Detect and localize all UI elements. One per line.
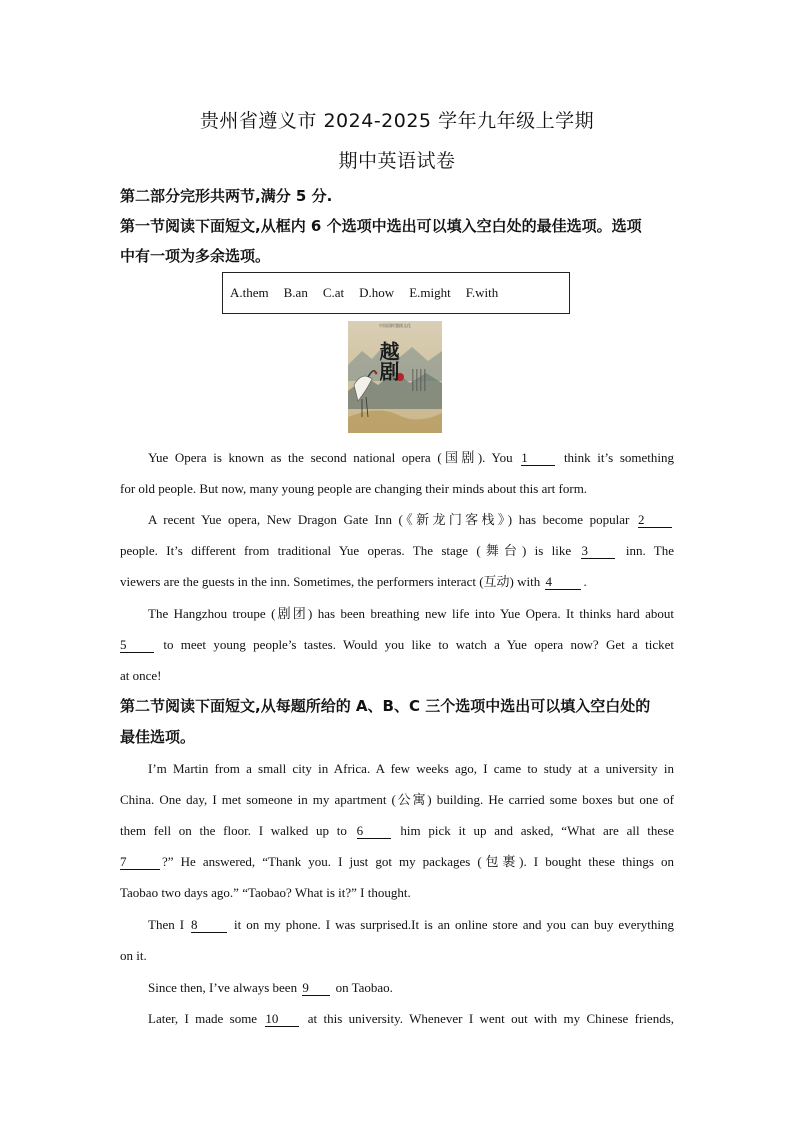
text: Since then, I’ve always been [148,980,298,995]
text: inn. The [625,543,675,558]
section1-heading-line2: 中有一项为多余选项。 [120,247,271,265]
text: The Hangzhou troupe (剧团) has been breathing new life into Yue Opera. It thinks hard about [148,606,674,621]
section2-paragraph-3 [120,972,674,1003]
text: at this university. Whenever I went out with my Chinese friends, [307,1011,675,1026]
exam-title-line1: 贵州省遵义市 2024-2025 学年九年级上学期 [199,110,595,132]
section1-paragraph-3 [120,598,674,691]
text: I’m Martin from a small city in Africa. A few weeks ago, I came to study at a university in [148,761,674,776]
text: Taobao two days ago.” “Taobao? What is it?” I thought. [120,885,411,900]
text: them fell on the floor. I walked up to [120,823,347,838]
text: people. It’s different from traditional Yue operas. The stage (舞台) is like [120,543,572,558]
section2-heading-line1: 第二节阅读下面短文,从每题所给的 A、B、C 三个选项中选出可以填入空白处的 [120,697,651,715]
text: think it’s something [563,450,674,465]
text: A recent Yue opera, New Dragon Gate Inn (《新龙门客栈》) has become popular [148,512,630,527]
option-b: B.an [283,285,308,300]
blank-6[interactable]: 6 [357,823,391,839]
section2-heading-line2: 最佳选项。 [120,728,196,746]
section2-paragraph-1 [120,753,674,908]
text: at once! [120,668,162,683]
text: to meet young people’s tastes. Would you like to watch a Yue opera now? Get a ticket [163,637,675,652]
exam-title-line2: 期中英语试卷 [338,150,456,172]
text: Later, I made some [148,1011,258,1026]
part-heading: 第二部分完形共两节,满分 5 分. [120,187,333,205]
blank-1[interactable]: 1 [521,450,555,466]
option-a: A.them [230,285,269,300]
blank-8[interactable]: 8 [191,917,227,933]
option-c: C.at [322,285,345,300]
text: for old people. But now, many young people are changing their minds about this art form. [120,481,588,496]
option-e: E.might [409,285,451,300]
section1-paragraph-2 [120,504,674,597]
section1-heading-line1: 第一节阅读下面短文,从框内 6 个选项中选出可以填入空白处的最佳选项。选项 [120,217,642,235]
text: Then I [148,917,185,932]
poster-tagline: 中国国粹越剧文化 [379,323,411,328]
section2-paragraph-2 [120,909,674,971]
text: Yue Opera is known as the second national opera (国剧). You [148,450,513,465]
blank-4[interactable]: 4 [545,574,581,590]
blank-7[interactable]: 7 [120,854,160,870]
text: on Taobao. [335,980,393,995]
option-d: D.how [359,285,395,300]
options-box [222,272,570,314]
blank-10[interactable]: 10 [265,1011,299,1027]
text: on it. [120,948,147,963]
blank-2[interactable]: 2 [638,512,672,528]
text: . [583,574,587,589]
text: it on my phone. I was surprised.It is an online store and you can buy everything [234,917,675,932]
blank-9[interactable]: 9 [302,980,330,996]
text: China. One day, I met someone in my apartment (公寓) building. He carried some boxes but one of [120,792,674,807]
blank-3[interactable]: 3 [581,543,615,559]
yue-opera-poster-image [348,321,442,433]
option-f: F.with [465,285,499,300]
section1-paragraph-1 [120,442,674,504]
text: viewers are the guests in the inn. Sometimes, the performers interact (互动) with [120,574,541,589]
poster-title: 越剧 [376,341,400,381]
text: him pick it up and asked, “What are all these [400,823,675,838]
text: ?” He answered, “Thank you. I just got my packages (包裹). I bought these things on [162,854,674,869]
section2-paragraph-4 [120,1003,674,1034]
blank-5[interactable]: 5 [120,637,154,653]
